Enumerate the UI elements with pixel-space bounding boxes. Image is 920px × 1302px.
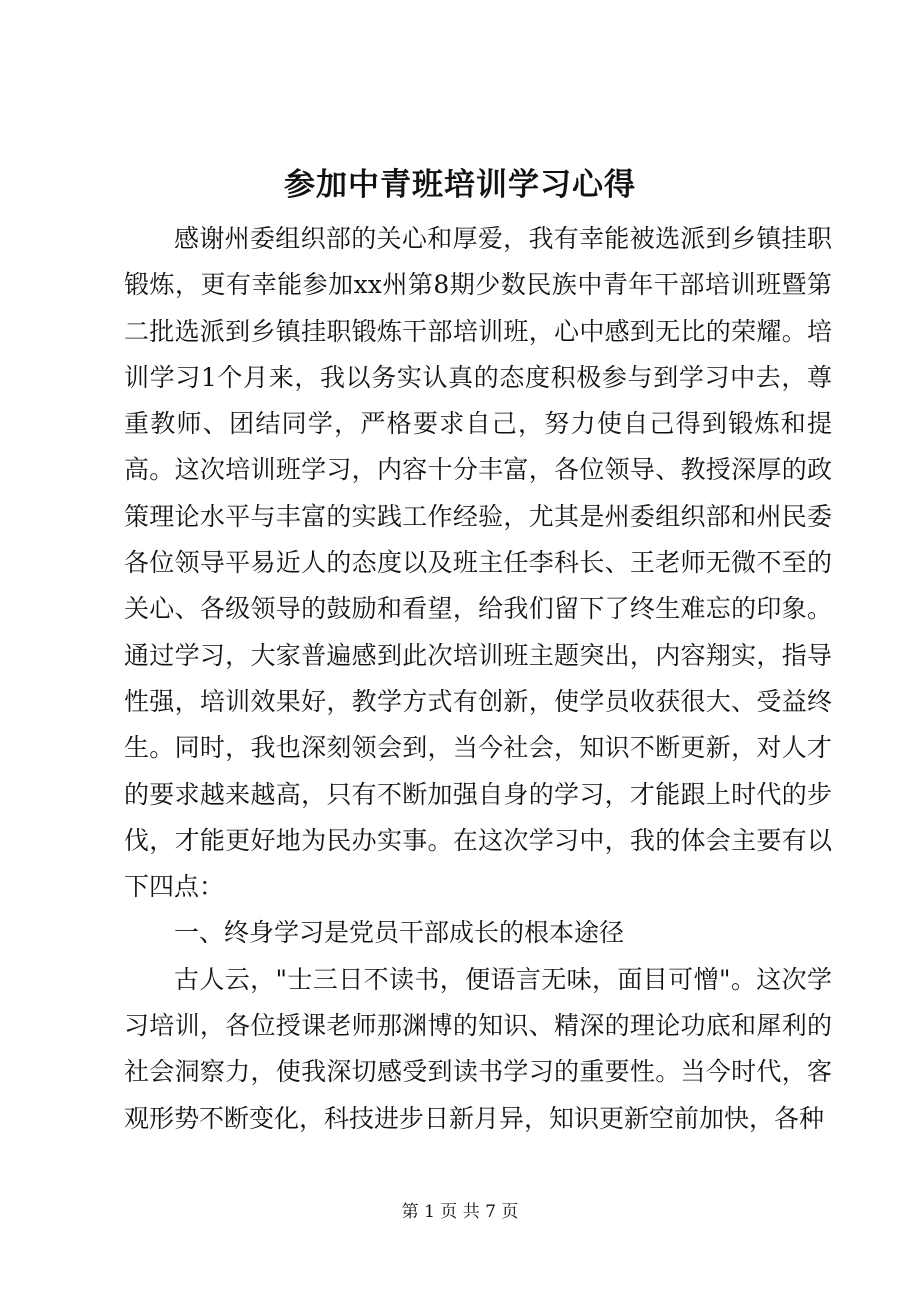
paragraph-section-1: 古人云，"士三日不读书，便语言无味，面目可憎"。这次学习培训，各位授课老师那渊博的知识、精深的理论功底和犀利的社会洞察力，使我深切感受到读书学习的重要性。当今时代，客观形势不断变化，科技进步日新月异，知识更新空前加快，各种 xyxy=(124,964,832,1133)
document-title: 参加中青班培训学习心得 xyxy=(284,167,636,203)
document-body xyxy=(124,216,832,1142)
section-heading-1: 一、终身学习是党员干部成长的根本途径 xyxy=(174,918,625,948)
page-footer: 第 1 页 共 7 页 xyxy=(401,1202,519,1222)
paragraph-intro: 感谢州委组织部的关心和厚爱，我有幸能被选派到乡镇挂职锻炼，更有幸能参加xx州第8期少数民族中青年干部培训班暨第二批选派到乡镇挂职锻炼干部培训班，心中感到无比的荣耀。培训学习1个月来，我以务实认真的态度积极参与到学习中去，尊重教师、团结同学，严格要求自己，努力使自己得到锻炼和提高。这次培训班学习，内容十分丰富，各位领导、教授深厚的政策理论水平与丰富的实践工作经验，尤其是州委组织部和州民委各位领导平易近人的态度以及班主任李科长、王老师无微不至的关心、各级领导的鼓励和看望，给我们留下了终生难忘的印象。通过学习，大家普遍感到此次培训班主题突出，内容翔实，指导性强，培训效果好，教学方式有创新，使学员收获很大、受益终生。同时，我也深刻领会到，当今社会，知识不断更新，对人才的要求越来越高，只有不断加强自身的学习，才能跟上时代的步伐，才能更好地为民办实事。在这次学习中，我的体会主要有以下四点： xyxy=(124,224,832,902)
